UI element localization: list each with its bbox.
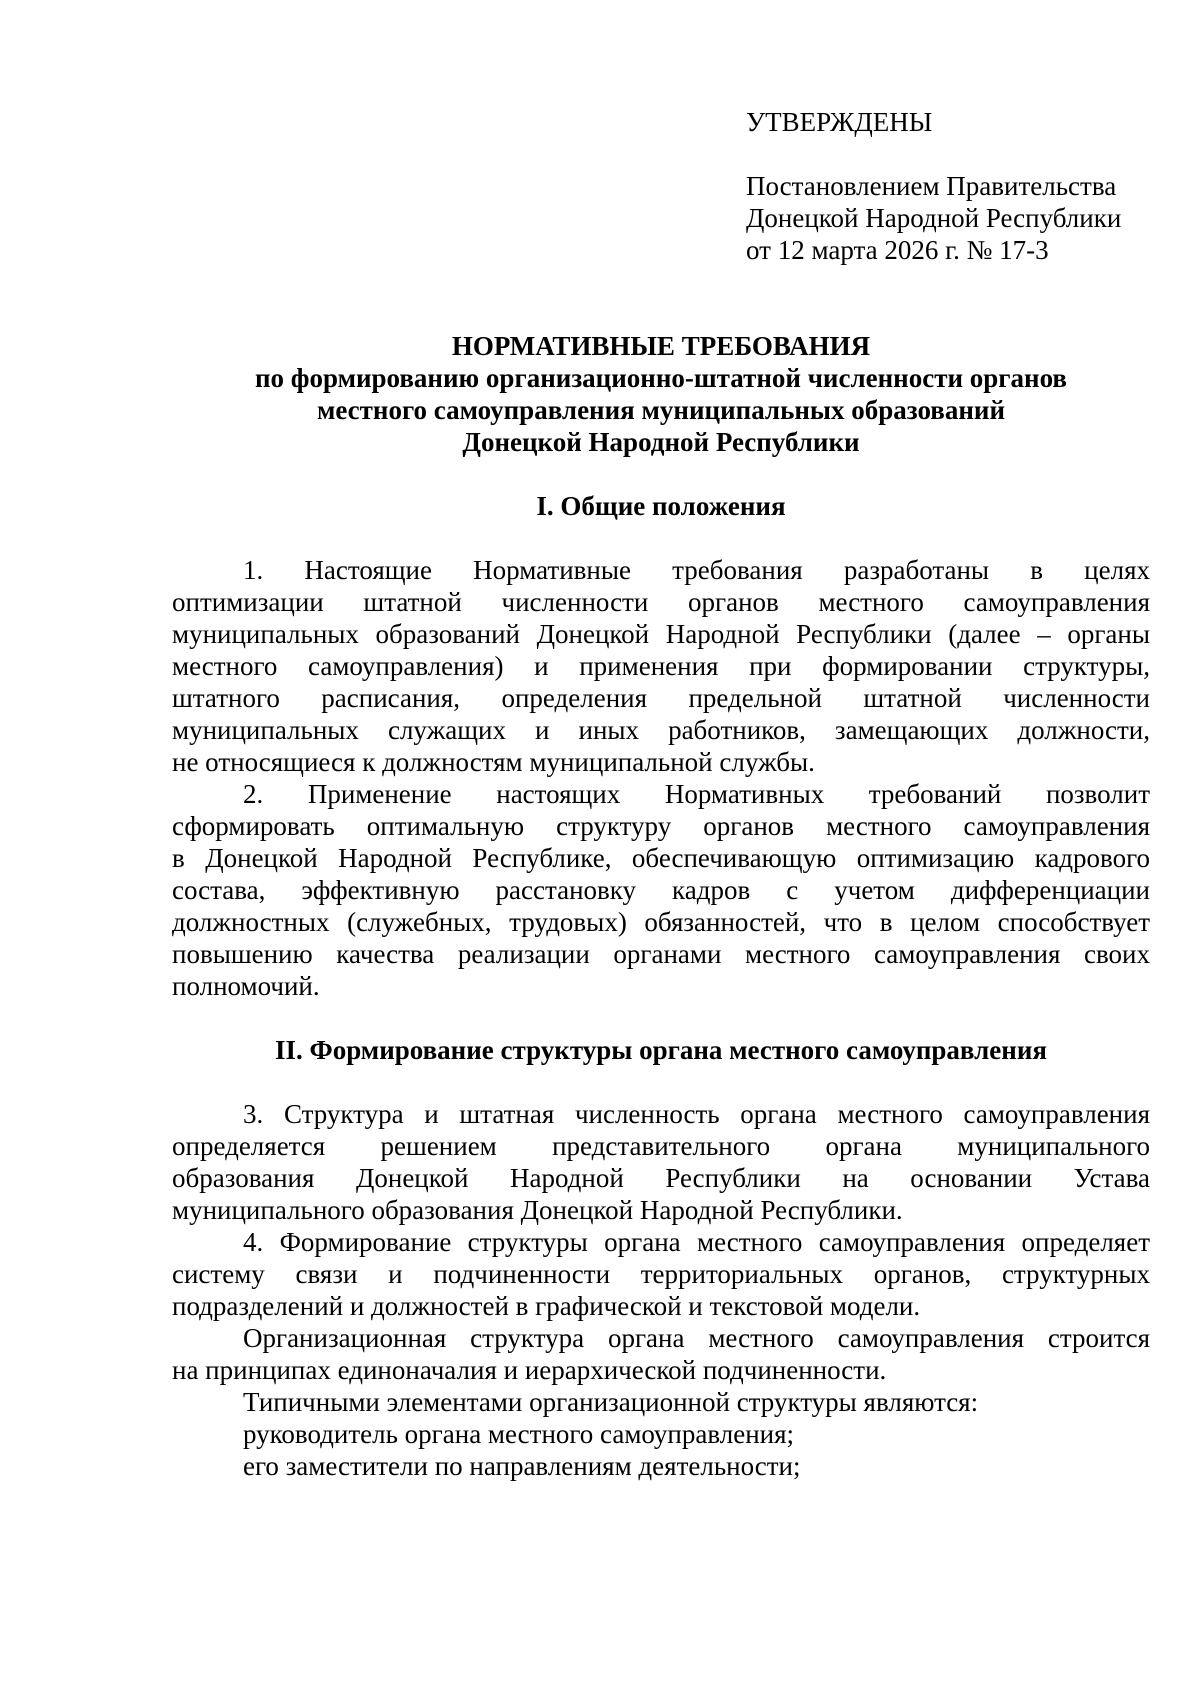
title-line: местного самоуправления муниципальных образований xyxy=(316,395,1006,425)
list-item xyxy=(172,1450,1150,1482)
approval-line: Донецкой Народной Республики xyxy=(746,203,1122,233)
paragraph xyxy=(172,1386,1150,1418)
section-heading: I. Общие положения xyxy=(536,491,786,521)
paragraph-line: 1. Настоящие Нормативные требования разработаны в целях xyxy=(243,555,1150,585)
paragraph-line: муниципальных служащих и иных работников, замещающих должности, xyxy=(172,715,1150,745)
list-item xyxy=(172,1418,1150,1450)
paragraph-line: на принципах единоначалия и иерархической подчиненности. xyxy=(172,1355,887,1385)
paragraph-line: не относящиеся к должностям муниципальной службы. xyxy=(172,747,815,777)
approval-line: от 12 марта 2026 г. № 17-3 xyxy=(746,235,1049,265)
paragraph-line: его заместители по направлениям деятельности; xyxy=(243,1451,801,1481)
title-heading: НОРМАТИВНЫЕ ТРЕБОВАНИЯ xyxy=(451,331,871,361)
paragraph-line: местного самоуправления) и применения при формировании структуры, xyxy=(172,651,1150,681)
paragraph-line: Организационная структура органа местного самоуправления строится xyxy=(243,1323,1150,1353)
paragraph-line: состава, эффективную расстановку кадров с учетом дифференциации xyxy=(172,875,1150,905)
paragraph-line: подразделений и должностей в графической и текстовой модели. xyxy=(172,1291,921,1321)
paragraph-line: систему связи и подчиненности территориальных органов, структурных xyxy=(172,1259,1150,1289)
paragraph xyxy=(172,1226,1150,1322)
document-body xyxy=(172,106,1150,1482)
paragraph-line: определяется решением представительного органа муниципального xyxy=(172,1131,1150,1161)
approval-label: УТВЕРЖДЕНЫ xyxy=(746,107,933,137)
paragraph-line: повышению качества реализации органами местного самоуправления своих xyxy=(172,939,1150,969)
paragraph-line: 4. Формирование структуры органа местного самоуправления определяет xyxy=(243,1227,1150,1257)
paragraph-line: руководитель органа местного самоуправления; xyxy=(243,1419,795,1449)
title-line: Донецкой Народной Республики xyxy=(462,427,860,457)
paragraph-line: в Донецкой Народной Республике, обеспечивающую оптимизацию кадрового xyxy=(172,843,1150,873)
paragraph xyxy=(172,1322,1150,1386)
paragraph xyxy=(172,1098,1150,1226)
paragraph-line: должностных (служебных, трудовых) обязанностей, что в целом способствует xyxy=(172,907,1150,937)
paragraph-line: оптимизации штатной численности органов местного самоуправления xyxy=(172,587,1150,617)
document-title xyxy=(172,330,1150,458)
title-line: по формированию организационно-штатной численности органов xyxy=(254,363,1068,393)
paragraph-line: 3. Структура и штатная численность органа местного самоуправления xyxy=(243,1099,1150,1129)
section-heading: II. Формирование структуры органа местного самоуправления xyxy=(275,1035,1047,1065)
paragraph-line: образования Донецкой Народной Республики на основании Устава xyxy=(172,1163,1150,1193)
paragraph xyxy=(172,778,1150,1002)
paragraph-line: полномочий. xyxy=(172,971,320,1001)
approval-line: Постановлением Правительства xyxy=(746,171,1117,201)
paragraph-line: муниципального образования Донецкой Народной Республики. xyxy=(172,1195,903,1225)
paragraph-line: муниципальных образований Донецкой Народной Республики (далее – органы xyxy=(172,619,1150,649)
paragraph-line: 2. Применение настоящих Нормативных требований позволит xyxy=(243,779,1150,809)
approval-block xyxy=(172,106,1150,266)
paragraph-line: Типичными элементами организационной структуры являются: xyxy=(243,1387,979,1417)
paragraph-line: сформировать оптимальную структуру органов местного самоуправления xyxy=(172,811,1150,841)
paragraph xyxy=(172,554,1150,778)
paragraph-line: штатного расписания, определения предельной штатной численности xyxy=(172,683,1150,713)
